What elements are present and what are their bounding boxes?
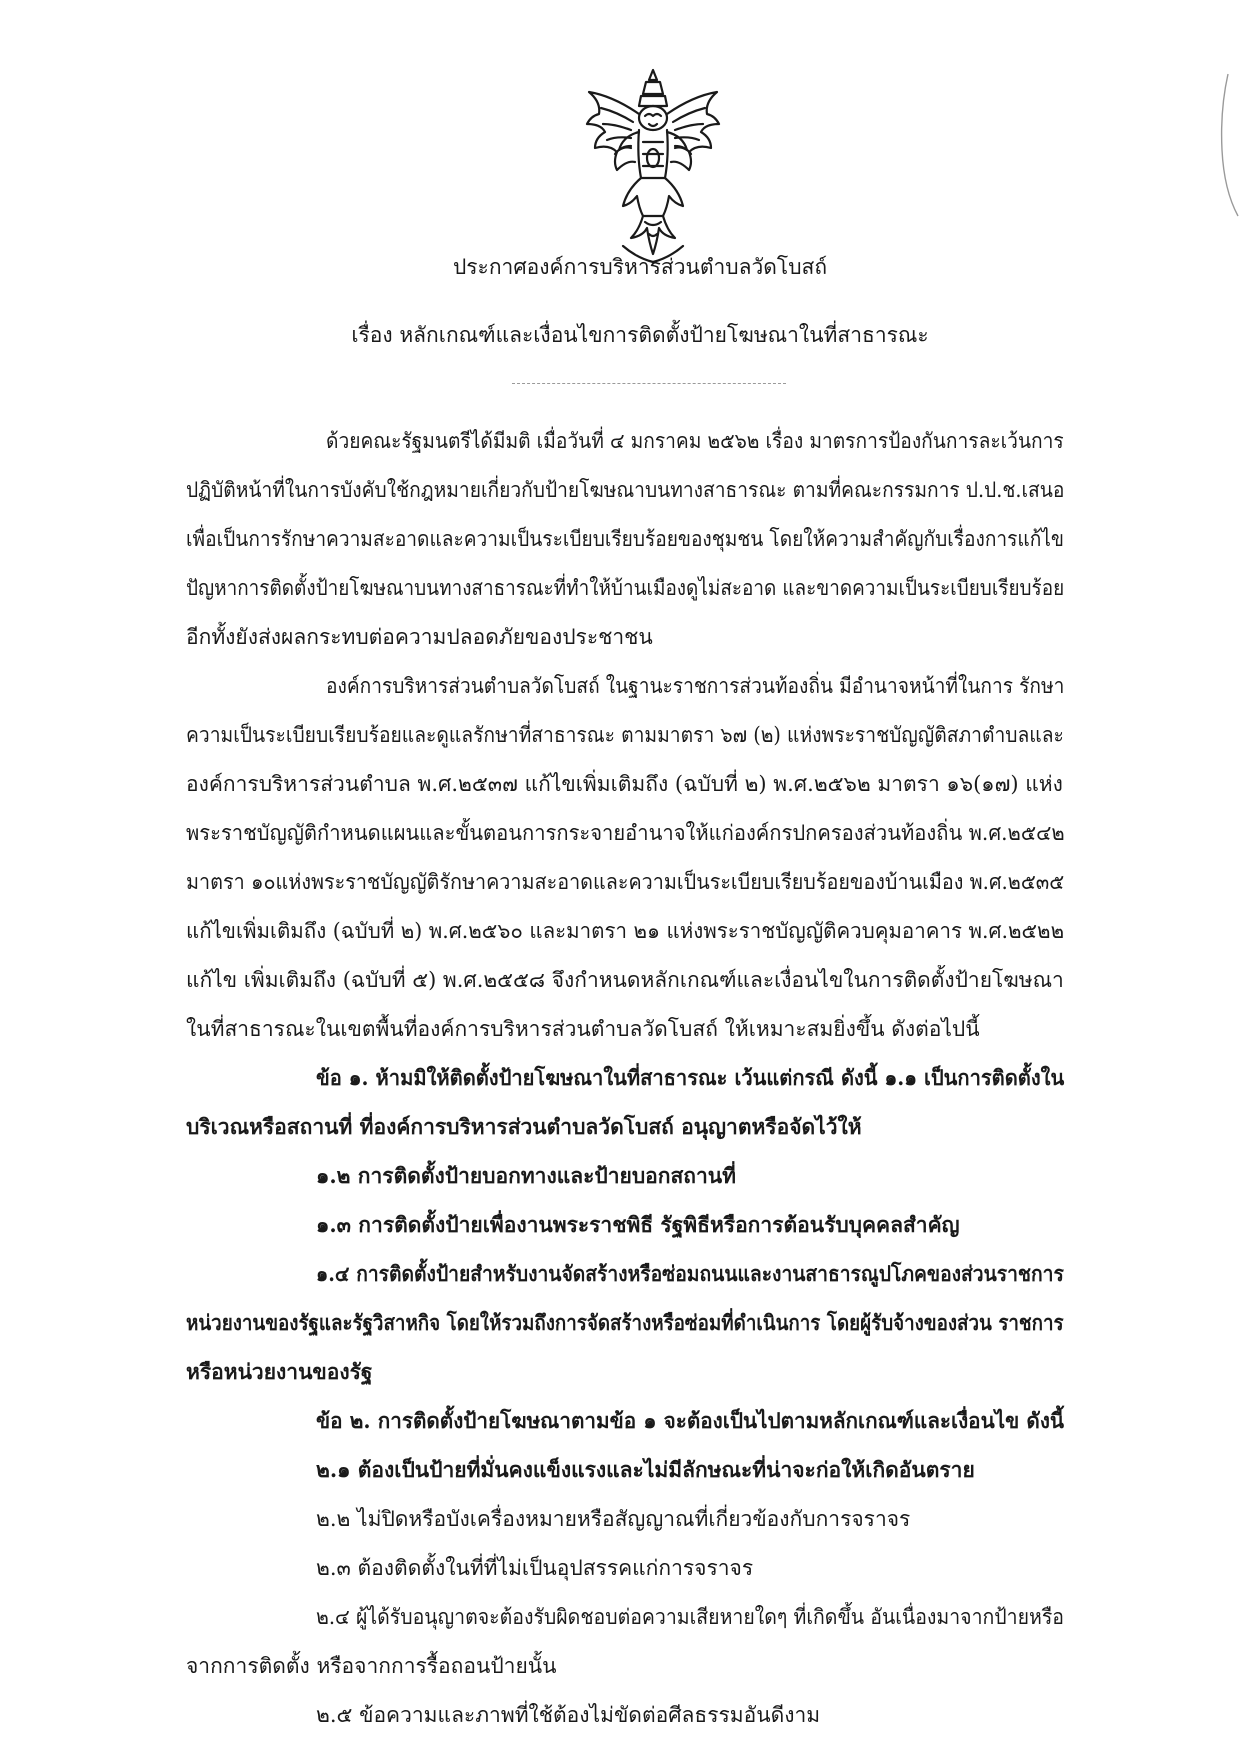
body-line: ๒.๒ ไม่ปิดหรือบังเครื่องหมายหรือสัญญาณที่เกี่ยวข้องกับการจราจร <box>316 1507 911 1531</box>
body-line: ปัญหาการติดตั้งป้ายโฆษณาบนทางสาธารณะที่ทำให้บ้านเมืองดูไม่สะอาด และขาดความเป็นระเบียบเรียบร้อย <box>186 576 1065 600</box>
body-line: ๒.๔ ผู้ได้รับอนุญาตจะต้องรับผิดชอบต่อความเสียหายใดๆ ที่เกิดขึ้น อันเนื่องมาจากป้ายหรือ <box>316 1605 1064 1629</box>
body-line: ๒.๕ ข้อความและภาพที่ใช้ต้องไม่ขัดต่อศีลธรรมอันดีงาม <box>316 1703 821 1727</box>
body-line: พระราชบัญญัติกำหนดแผนและขั้นตอนการกระจายอำนาจให้แก่องค์กรปกครองส่วนท้องถิ่น พ.ศ.๒๕๔๒ <box>186 821 1065 845</box>
margin-pen-mark-icon <box>1210 70 1240 220</box>
announcement-title: ประกาศองค์การบริหารส่วนตำบลวัดโบสถ์ <box>452 255 828 279</box>
body-line: ในที่สาธารณะในเขตพื้นที่องค์การบริหารส่วนตำบลวัดโบสถ์ ให้เหมาะสมยิ่งขึ้น ดังต่อไปนี้ <box>186 1017 980 1041</box>
body-line: ปฏิบัติหน้าที่ในการบังคับใช้กฎหมายเกี่ยวกับป้ายโฆษณาบนทางสาธารณะ ตามที่คณะกรรมการ ป.ป.ช.เสนอ <box>186 478 1065 502</box>
body-line: ความเป็นระเบียบเรียบร้อยและดูแลรักษาที่สาธารณะ ตามมาตรา ๖๗ (๒) แห่งพระราชบัญญัติสภาตำบลและ <box>186 723 1064 747</box>
body-line: แก้ไข เพิ่มเติมถึง (ฉบับที่ ๕) พ.ศ.๒๕๕๘ จึงกำหนดหลักเกณฑ์และเงื่อนไขในการติดตั้งป้ายโฆษณา <box>186 968 1064 992</box>
clause-line: หรือหน่วยงานของรัฐ <box>186 1359 373 1384</box>
body-line: มาตรา ๑๐แห่งพระราชบัญญัติรักษาความสะอาดและความเป็นระเบียบเรียบร้อยของบ้านเมือง พ.ศ.๒๕๓๕ <box>186 870 1065 894</box>
announcement-subject: เรื่อง หลักเกณฑ์และเงื่อนไขการติดตั้งป้ายโฆษณาในที่สาธารณะ <box>351 323 929 347</box>
clause-line: ๒.๑ ต้องเป็นป้ายที่มั่นคงแข็งแรงและไม่มีลักษณะที่น่าจะก่อให้เกิดอันตราย <box>316 1457 975 1482</box>
clause-line: หน่วยงานของรัฐและรัฐวิสาหกิจ โดยให้รวมถึงการจัดสร้างหรือซ่อมที่ดำเนินการ โดยผู้รับจ้างของส่วน ราชการ <box>186 1310 1064 1335</box>
garuda-emblem-icon <box>583 66 723 266</box>
clause-line: ๑.๓ การติดตั้งป้ายเพื่องานพระราชพิธี รัฐพิธีหรือการต้อนรับบุคคลสำคัญ <box>316 1212 960 1237</box>
body-line: องค์การบริหารส่วนตำบลวัดโบสถ์ ในฐานะราชการส่วนท้องถิ่น มีอำนาจหน้าที่ในการ รักษา <box>326 674 1065 698</box>
body-line: อีกทั้งยังส่งผลกระทบต่อความปลอดภัยของประชาชน <box>186 625 653 649</box>
body-line: แก้ไขเพิ่มเติมถึง (ฉบับที่ ๒) พ.ศ.๒๕๖๐ และมาตรา ๒๑ แห่งพระราชบัญญัติควบคุมอาคาร พ.ศ.๒๕๒๒ <box>186 919 1065 943</box>
clause-line: ๑.๒ การติดตั้งป้ายบอกทางและป้ายบอกสถานที่ <box>316 1163 737 1188</box>
body-line: เพื่อเป็นการรักษาความสะอาดและความเป็นระเบียบเรียบร้อยของชุมชน โดยให้ความสำคัญกับเรื่องการแก้ไข <box>186 527 1064 551</box>
clause-line: ข้อ ๒. การติดตั้งป้ายโฆษณาตามข้อ ๑ จะต้องเป็นไปตามหลักเกณฑ์และเงื่อนไข ดังนี้ <box>316 1408 1065 1433</box>
clause-line: ข้อ ๑. ห้ามมิให้ติดตั้งป้ายโฆษณาในที่สาธารณะ เว้นแต่กรณี ดังนี้ ๑.๑ เป็นการติดตั้งใน <box>316 1065 1065 1090</box>
body-line: องค์การบริหารส่วนตำบล พ.ศ.๒๕๓๗ แก้ไขเพิ่มเติมถึง (ฉบับที่ ๒) พ.ศ.๒๕๖๒ มาตรา ๑๖(๑๗) แห่ง <box>186 772 1063 796</box>
clause-line: ๑.๔ การติดตั้งป้ายสำหรับงานจัดสร้างหรือซ่อมถนนและงานสาธารณูปโภคของส่วนราชการ <box>316 1261 1064 1286</box>
clause-line: บริเวณหรือสถานที่ ที่องค์การบริหารส่วนตำบลวัดโบสถ์ อนุญาตหรือจัดไว้ให้ <box>186 1114 862 1139</box>
body-line: จากการติดตั้ง หรือจากการรื้อถอนป้ายนั้น <box>186 1654 557 1678</box>
body-line: ด้วยคณะรัฐมนตรีได้มีมติ เมื่อวันที่ ๔ มกราคม ๒๕๖๒ เรื่อง มาตรการป้องกันการละเว้นการ <box>326 429 1064 453</box>
body-line: ๒.๓ ต้องติดตั้งในที่ที่ไม่เป็นอุปสรรคแก่การจราจร <box>316 1556 754 1580</box>
title-divider <box>512 383 786 384</box>
